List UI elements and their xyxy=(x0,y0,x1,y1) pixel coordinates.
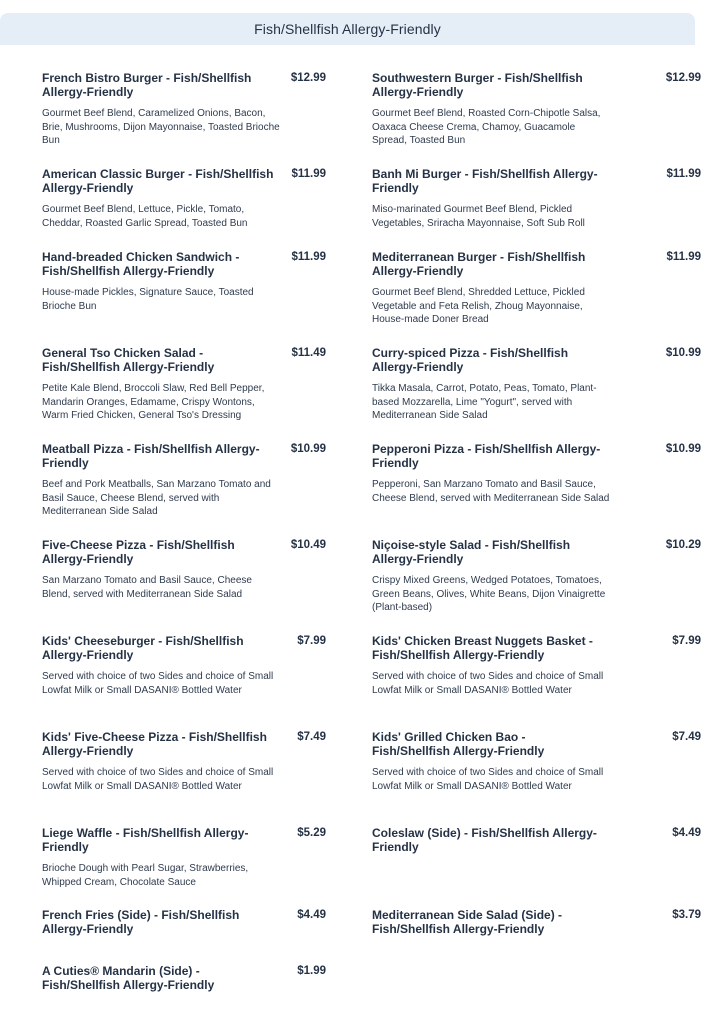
menu-item-description: Gourmet Beef Blend, Roasted Corn-Chipotle Salsa, Oaxaca Cheese Crema, Chamoy, Guacamole Spread, Toasted Bun xyxy=(372,108,601,146)
menu-item-name: Liege Waffle - Fish/Shellfish Allergy-Friendly xyxy=(42,826,249,854)
menu-item-price: $5.29 xyxy=(297,827,326,839)
menu-item-price: $3.79 xyxy=(672,909,701,921)
menu-item-name: Meatball Pizza - Fish/Shellfish Allergy-Friendly xyxy=(42,442,260,470)
menu-item-name: Kids' Five-Cheese Pizza - Fish/Shellfish Allergy-Friendly xyxy=(42,730,267,758)
menu-item-name: Banh Mi Burger - Fish/Shellfish Allergy-Friendly xyxy=(372,167,598,195)
menu-item-price: $11.99 xyxy=(291,251,326,263)
menu-item-price: $11.99 xyxy=(666,251,701,263)
menu-item-description: Crispy Mixed Greens, Wedged Potatoes, Tomatoes, Green Beans, Olives, White Beans, Dijon Vinaigrette (Plant-based) xyxy=(372,575,606,613)
menu-item-price: $4.49 xyxy=(672,827,701,839)
menu-item-name: Kids' Chicken Breast Nuggets Basket - Fish/Shellfish Allergy-Friendly xyxy=(372,634,593,662)
menu-item-description: Pepperoni, San Marzano Tomato and Basil Sauce, Cheese Blend, served with Mediterranean Side Salad xyxy=(372,479,610,504)
menu-item-name: General Tso Chicken Salad - Fish/Shellfish Allergy-Friendly xyxy=(42,346,215,374)
menu-item-price: $11.99 xyxy=(666,168,701,180)
menu-item-price: $10.49 xyxy=(290,539,326,551)
menu-item-price: $7.49 xyxy=(297,731,326,743)
menu-item-price: $11.99 xyxy=(291,168,326,180)
menu-item-name: A Cuties® Mandarin (Side) - Fish/Shellfish Allergy-Friendly xyxy=(42,964,215,992)
menu-item-price: $7.49 xyxy=(672,731,701,743)
menu-item-description: San Marzano Tomato and Basil Sauce, Cheese Blend, served with Mediterranean Side Salad xyxy=(42,575,252,600)
menu-item-name: Curry-spiced Pizza - Fish/Shellfish Allergy-Friendly xyxy=(372,346,569,374)
menu-item-description: Petite Kale Blend, Broccoli Slaw, Red Bell Pepper, Mandarin Oranges, Edamame, Crispy Wontons, Warm Fried Chicken, General Tso's Dressing xyxy=(42,383,265,421)
menu-item-name: Five-Cheese Pizza - Fish/Shellfish Allergy-Friendly xyxy=(42,538,235,566)
menu-item-price: $10.99 xyxy=(665,347,701,359)
menu-item-description: Brioche Dough with Pearl Sugar, Strawberries, Whipped Cream, Chocolate Sauce xyxy=(42,863,249,888)
menu-item-name: Pepperoni Pizza - Fish/Shellfish Allergy-Friendly xyxy=(372,442,601,470)
menu-item-description: Gourmet Beef Blend, Lettuce, Pickle, Tomato, Cheddar, Roasted Garlic Spread, Toasted Bun xyxy=(42,204,248,229)
menu-item-price: $1.99 xyxy=(297,965,326,977)
menu-item-price: $11.49 xyxy=(291,347,326,359)
menu-item-name: Southwestern Burger - Fish/Shellfish Allergy-Friendly xyxy=(372,71,583,99)
menu-item-description: Gourmet Beef Blend, Caramelized Onions, Bacon, Brie, Mushrooms, Dijon Mayonnaise, Toasted Brioche Bun xyxy=(42,108,280,146)
menu-item-price: $12.99 xyxy=(290,72,326,84)
menu-item-name: Coleslaw (Side) - Fish/Shellfish Allergy-Friendly xyxy=(372,826,597,854)
menu-item-price: $12.99 xyxy=(665,72,701,84)
menu-item-description: Served with choice of two Sides and choice of Small Lowfat Milk or Small DASANI® Bottled Water xyxy=(372,767,604,792)
menu-item-price: $10.29 xyxy=(665,539,701,551)
menu-item-name: Kids' Grilled Chicken Bao - Fish/Shellfish Allergy-Friendly xyxy=(372,730,545,758)
menu-item-price: $10.99 xyxy=(290,443,326,455)
menu-item-name: American Classic Burger - Fish/Shellfish Allergy-Friendly xyxy=(42,167,274,195)
menu-item-name: Niçoise-style Salad - Fish/Shellfish Allergy-Friendly xyxy=(372,538,571,566)
menu-item-name: Mediterranean Side Salad (Side) - Fish/Shellfish Allergy-Friendly xyxy=(372,908,563,936)
menu-item-name: Kids' Cheeseburger - Fish/Shellfish Allergy-Friendly xyxy=(42,634,244,662)
menu-item-description: Served with choice of two Sides and choice of Small Lowfat Milk or Small DASANI® Bottled Water xyxy=(42,671,274,696)
menu-item-description: Beef and Pork Meatballs, San Marzano Tomato and Basil Sauce, Cheese Blend, served with Mediterranean Side Salad xyxy=(42,479,271,517)
menu-item-description: House-made Pickles, Signature Sauce, Toasted Brioche Bun xyxy=(42,287,254,312)
menu-item-price: $7.99 xyxy=(672,635,701,647)
menu-item-price: $10.99 xyxy=(665,443,701,455)
menu-item-description: Tikka Masala, Carrot, Potato, Peas, Tomato, Plant-based Mozzarella, Lime "Yogurt", served with Mediterranean Side Salad xyxy=(372,383,597,421)
menu-item-description: Served with choice of two Sides and choice of Small Lowfat Milk or Small DASANI® Bottled Water xyxy=(42,767,274,792)
menu-item-price: $7.99 xyxy=(297,635,326,647)
menu-item-price: $4.49 xyxy=(297,909,326,921)
menu-item-name: French Fries (Side) - Fish/Shellfish Allergy-Friendly xyxy=(42,908,240,936)
menu-item-description: Served with choice of two Sides and choice of Small Lowfat Milk or Small DASANI® Bottled Water xyxy=(372,671,604,696)
menu-item-name: Mediterranean Burger - Fish/Shellfish Allergy-Friendly xyxy=(372,250,586,278)
section-header xyxy=(0,13,695,45)
menu-item-description: Miso-marinated Gourmet Beef Blend, Pickled Vegetables, Sriracha Mayonnaise, Soft Sub Roll xyxy=(372,204,585,229)
menu-item-description: Gourmet Beef Blend, Shredded Lettuce, Pickled Vegetable and Feta Relish, Zhoug Mayonnaise, House-made Doner Bread xyxy=(372,287,585,325)
section-title: Fish/Shellfish Allergy-Friendly xyxy=(254,21,441,37)
menu-item-name: Hand-breaded Chicken Sandwich - Fish/Shellfish Allergy-Friendly xyxy=(42,250,240,278)
menu-item-name: French Bistro Burger - Fish/Shellfish Allergy-Friendly xyxy=(42,71,252,99)
